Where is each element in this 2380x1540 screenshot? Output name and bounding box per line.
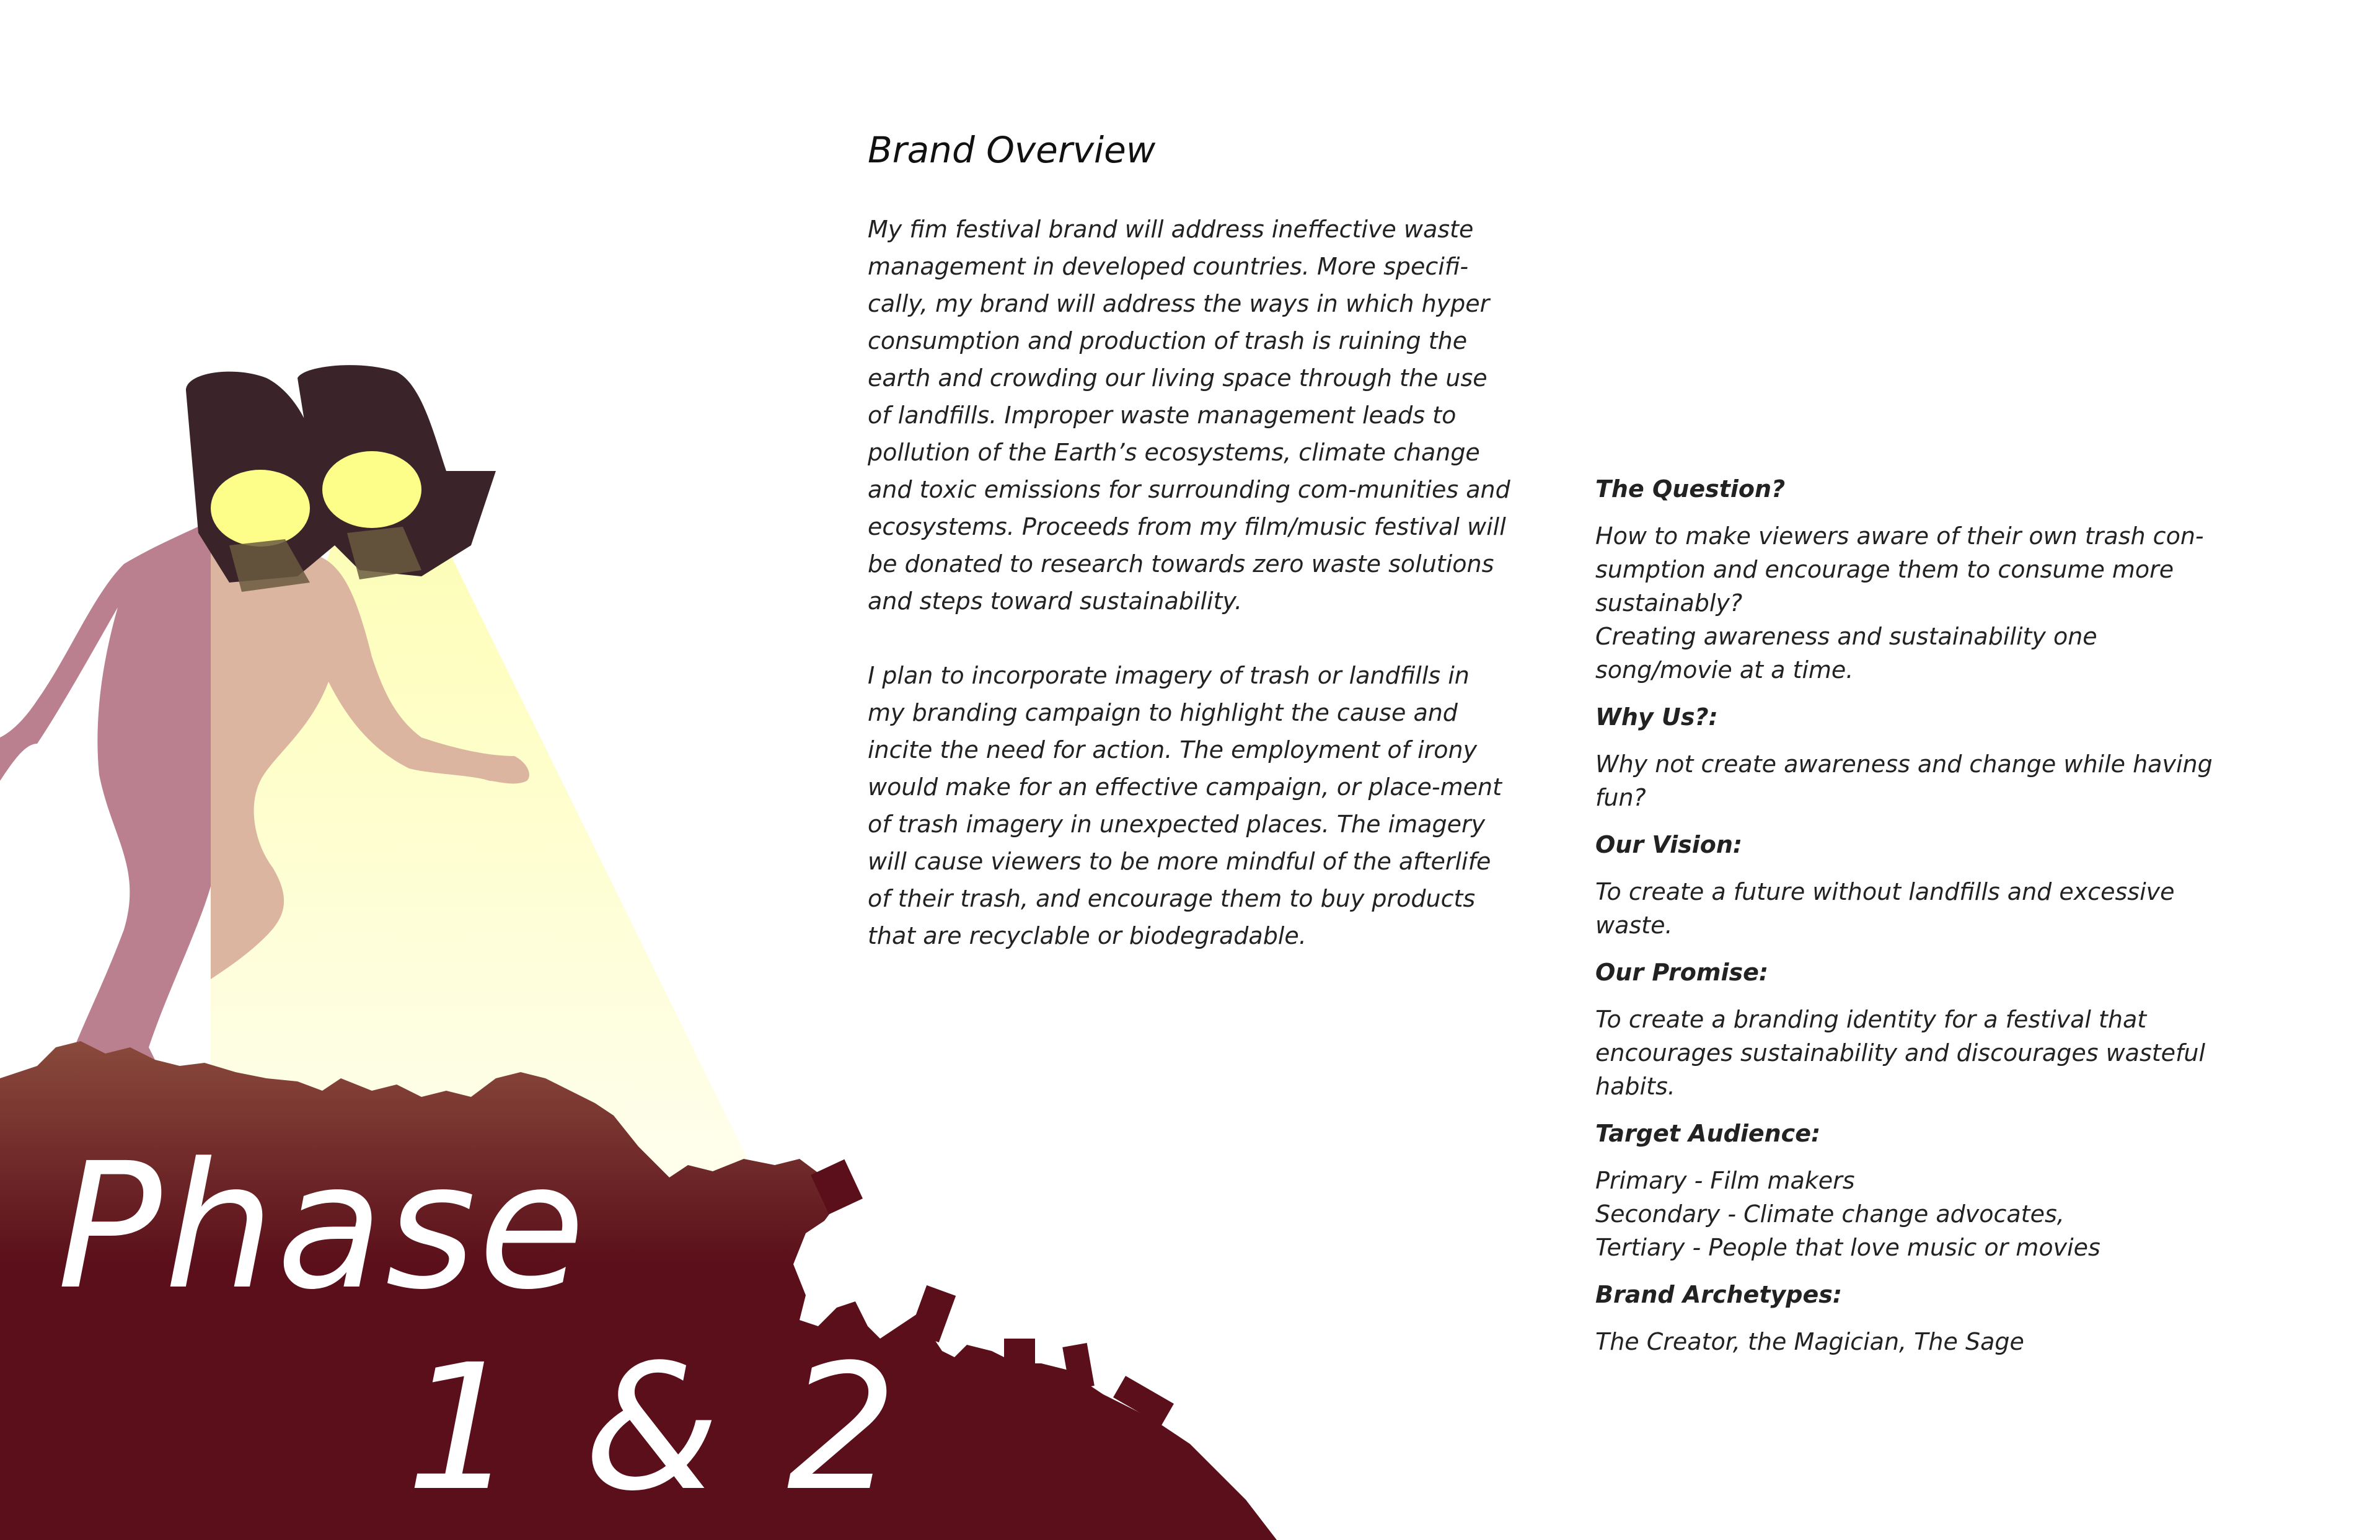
section-label-promise: Our Promise: bbox=[1595, 959, 1769, 986]
section-label-question: The Question? bbox=[1595, 475, 1786, 503]
phase-subtitle: 1 & 2 bbox=[406, 1327, 904, 1529]
figure-front bbox=[0, 521, 211, 1109]
section-label-archetypes: Brand Archetypes: bbox=[1595, 1281, 1843, 1308]
section-body-why-us: Why not create awareness and change while having fun? bbox=[1595, 750, 2213, 811]
brand-details bbox=[1595, 472, 2240, 1372]
overview-paragraph-2: I plan to incorporate imagery of trash or landfills in my branding campaign to highlight the cause and incite the need for action. The employment of irony would make for an effective campaign, or place-ment of trash imagery in unexpected places. The imagery will cause viewers to be more mindful of the afterlife of their trash, and encourage them to buy products that are recyclable or biodegradable. bbox=[868, 662, 1502, 949]
brand-overview-body bbox=[868, 211, 1512, 992]
section-body-vision: To create a future without landfills and excessive waste. bbox=[1595, 878, 2175, 939]
overview-paragraph-1: My fim festival brand will address ineffective waste management in developed countries. More specifi-cally, my brand will address the ways in which hyper consumption and production of trash is ruining the earth and crowding our living space through the use of landfills. Improper waste management leads to pollution of the Earth’s ecosystems, climate change and toxic emissions for surrounding com-munities and ecosystems. Proceeds from my film/music festival will be donated to research towards zero waste solutions and steps toward sustainability. bbox=[868, 216, 1510, 615]
section-label-why-us: Why Us?: bbox=[1595, 703, 1718, 731]
section-body-question: How to make viewers aware of their own trash con-sumption and encourage them to consume more sustainably? Creating awareness and sustainability one song/movie at a time. bbox=[1595, 522, 2204, 684]
section-label-audience: Target Audience: bbox=[1595, 1120, 1821, 1147]
section-label-vision: Our Vision: bbox=[1595, 831, 1743, 858]
section-body-archetypes: The Creator, the Magician, The Sage bbox=[1595, 1328, 2024, 1355]
phase-title: Phase bbox=[57, 1126, 588, 1328]
section-body-promise: To create a branding identity for a festival that encourages sustainability and discourages wasteful habits. bbox=[1595, 1006, 2206, 1100]
section-body-audience: Primary - Film makers Secondary - Climate change advocates, Tertiary - People that love music or movies bbox=[1595, 1167, 2100, 1261]
brand-overview-heading: Brand Overview bbox=[868, 129, 1156, 171]
